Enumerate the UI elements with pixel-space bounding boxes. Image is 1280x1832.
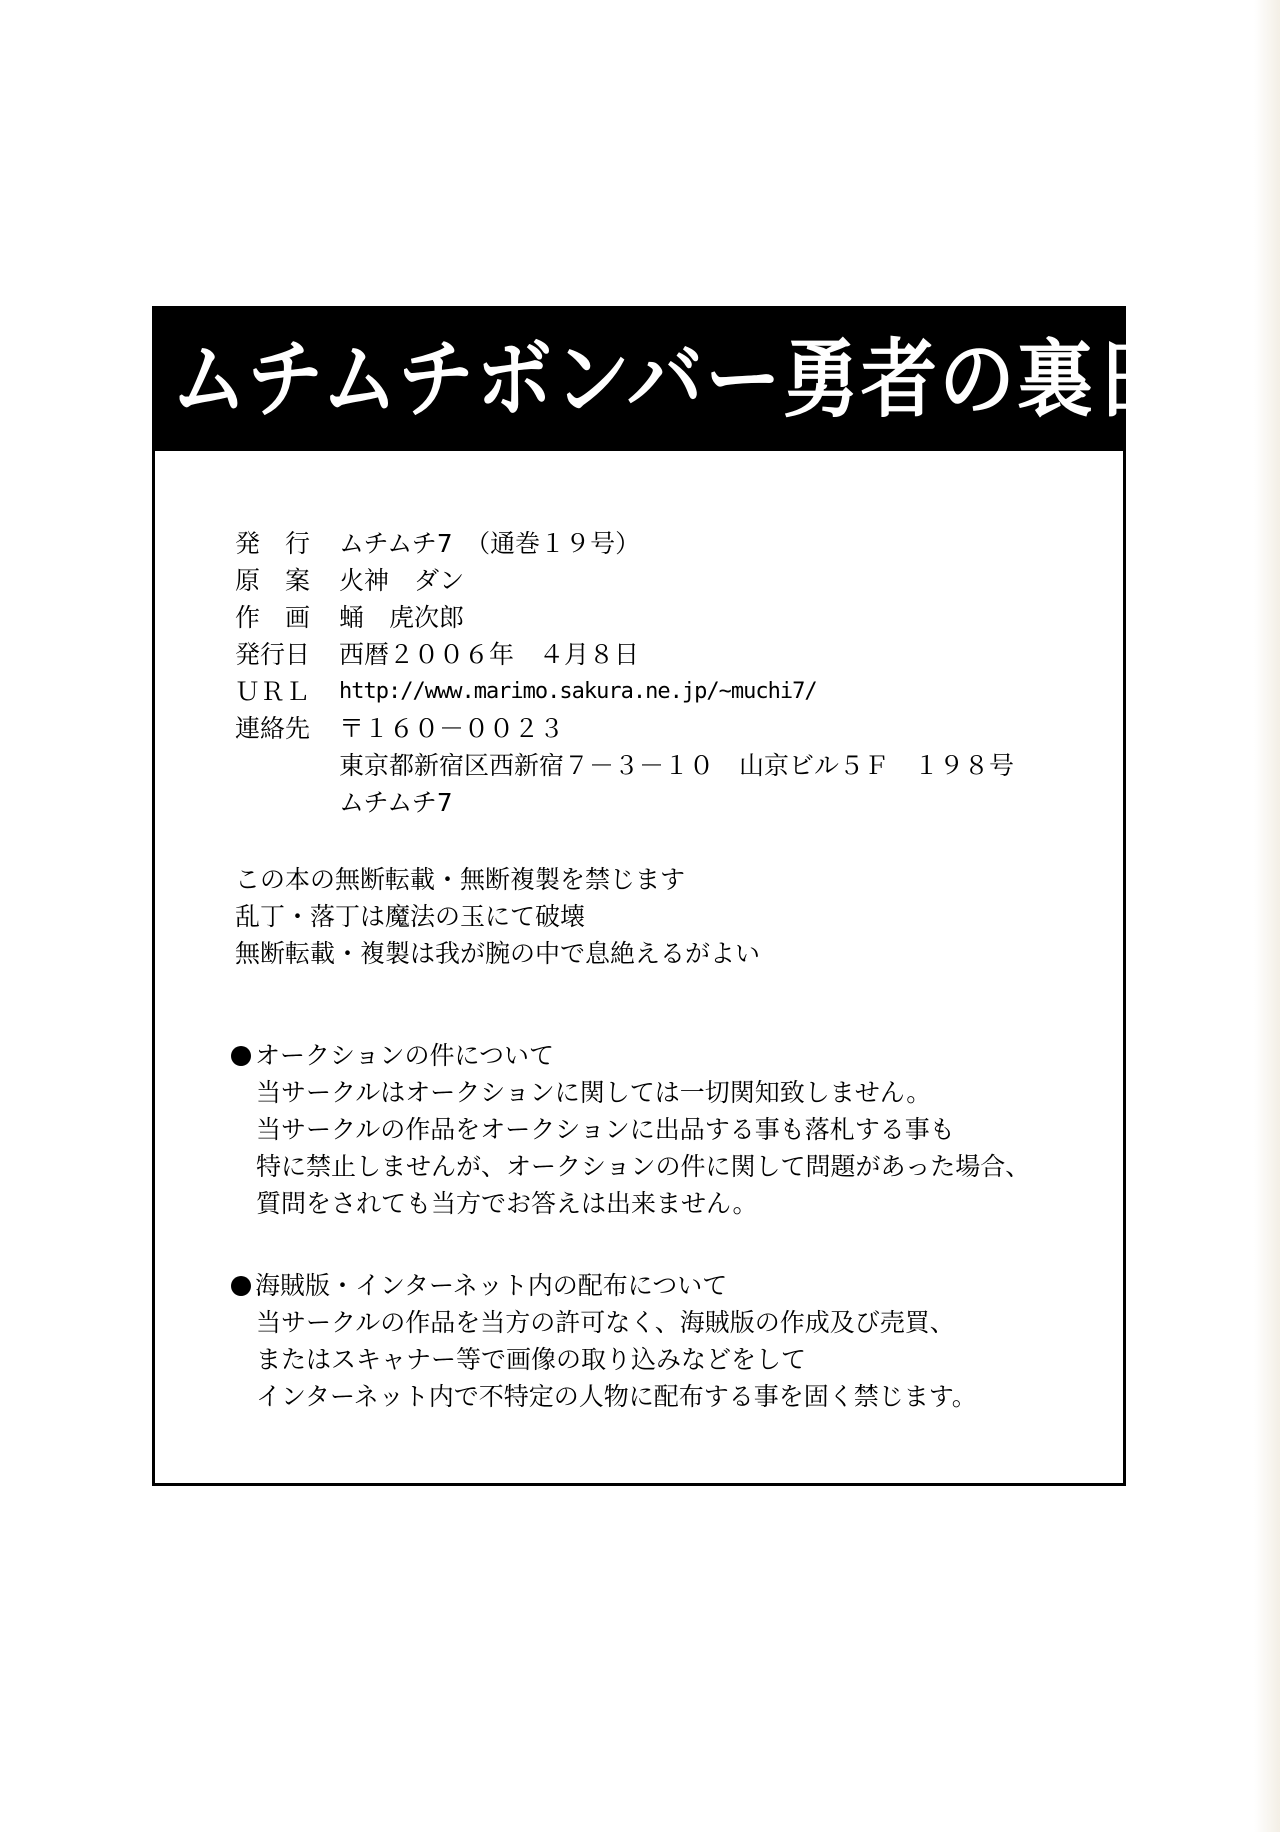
url-label: ＵＲＬ xyxy=(235,677,311,706)
bullet-icon xyxy=(231,1276,251,1296)
original-label: 原 案 xyxy=(235,566,311,595)
date-value: 西暦２００６年 ４月８日 xyxy=(339,640,640,669)
contact-label: 連絡先 xyxy=(235,714,311,743)
publisher-value: ムチムチ7 （通巻１９号） xyxy=(339,529,641,558)
info-row-address xyxy=(235,747,1014,784)
info-row-contact-name xyxy=(235,784,1014,821)
info-row-url xyxy=(235,673,1014,710)
auction-line: 特に禁止しませんが、オークションの件に関して問題があった場合、 xyxy=(256,1152,1031,1181)
auction-section xyxy=(231,1037,1030,1222)
series-title: ムチムチボンバー xyxy=(171,329,783,430)
url-value: http://www.marimo.sakura.ne.jp/~muchi7/ xyxy=(339,679,817,704)
auction-heading-text: オークションの件について xyxy=(255,1041,555,1070)
notice-line: 無断転載・複製は我が腕の中で息絶えるがよい xyxy=(235,939,761,968)
bullet-icon xyxy=(231,1046,251,1066)
piracy-line: インターネット内で不特定の人物に配布する事を固く禁じます。 xyxy=(256,1382,977,1411)
auction-line: 質問をされても当方でお答えは出来ません。 xyxy=(256,1189,758,1218)
title-bar xyxy=(155,309,1251,451)
auction-line: 当サークルの作品をオークションに出品する事も落札する事も xyxy=(256,1115,955,1144)
contact-address: 東京都新宿区西新宿７－３－１０ 山京ビル５Ｆ １９８号 xyxy=(339,751,1015,780)
piracy-section xyxy=(231,1267,977,1415)
publication-info xyxy=(235,525,1014,821)
copyright-notice xyxy=(235,861,760,972)
date-label: 発行日 xyxy=(235,640,311,669)
book-title: 勇者の裏日記 xyxy=(782,329,1251,430)
artist-label: 作 画 xyxy=(235,603,311,632)
auction-heading xyxy=(231,1037,1030,1074)
contact-name: ムチムチ7 xyxy=(339,788,453,817)
notice-line: 乱丁・落丁は魔法の玉にて破壊 xyxy=(235,902,586,931)
artist-value: 蛹 虎次郎 xyxy=(339,603,465,632)
info-row-contact xyxy=(235,710,1014,747)
piracy-heading xyxy=(231,1267,977,1304)
info-row-date xyxy=(235,636,1014,673)
info-row-artist xyxy=(235,599,1014,636)
piracy-line: 当サークルの作品を当方の許可なく、海賊版の作成及び売買、 xyxy=(256,1308,955,1337)
contact-postal: 〒１６０－００２３ xyxy=(339,714,565,743)
original-value: 火神 ダン xyxy=(339,566,465,595)
notice-line: この本の無断転載・無断複製を禁じます xyxy=(235,865,686,894)
auction-line: 当サークルはオークションに関しては一切関知致しません。 xyxy=(256,1078,932,1107)
info-row-original xyxy=(235,562,1014,599)
publisher-label: 発 行 xyxy=(235,529,311,558)
piracy-line: またはスキャナー等で画像の取り込みなどをして xyxy=(256,1345,807,1374)
info-row-publisher xyxy=(235,525,1014,562)
page-edge xyxy=(1254,0,1280,1832)
colophon-box xyxy=(152,306,1251,1486)
piracy-heading-text: 海賊版・インターネット内の配布について xyxy=(255,1271,728,1300)
